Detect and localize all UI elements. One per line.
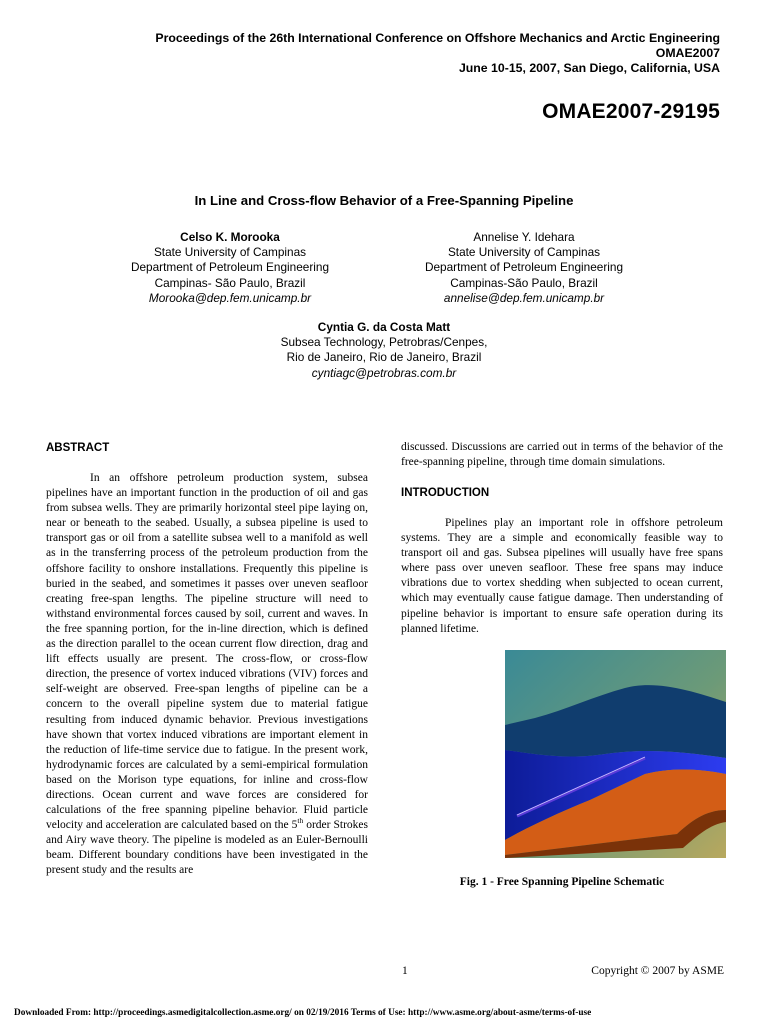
conference-date-location: June 10-15, 2007, San Diego, California, USA — [458, 61, 720, 75]
introduction-body: Pipelines play an important role in offshore petroleum systems. They are a simple and economically feasible way to transport oil and gas. Subsea pipelines will usually have free spans where pass over uneven seafloor. These free spans may induce vibrations due to vortex shedding when subjected to ocean current, which may eventually cause fatigue damage. Then understanding of pipeline behavior is important to ensure safe operation during its planned lifetime. — [401, 517, 723, 635]
pipeline-schematic-figure — [505, 650, 726, 858]
author-block-3 — [259, 320, 509, 381]
author-location: Campinas-São Paulo, Brazil — [450, 275, 598, 290]
download-footer: Downloaded From: http://proceedings.asmedigitalcollection.asme.org/ on 02/19/2016 Terms of Use: http://www.asme.org/about-asme/terms-of-use — [14, 1008, 592, 1018]
author-block-2 — [395, 230, 653, 306]
author-location: Rio de Janeiro, Rio de Janeiro, Brazil — [286, 350, 482, 365]
abstract-heading: ABSTRACT — [46, 442, 110, 454]
superscript-th: th — [297, 816, 304, 826]
author-affiliation: Subsea Technology, Petrobras/Cenpes, — [280, 335, 488, 350]
abstract-body — [46, 471, 368, 879]
author-name: Celso K. Morooka — [180, 230, 280, 244]
conference-code: OMAE2007 — [655, 46, 720, 60]
author-department: Department of Petroleum Engineering — [424, 260, 624, 275]
abstract-text-continued: order Strokes and Airy wave theory. The pipeline is modeled as an Euler-Bernoulli beam. Different boundary conditions have been investigated in the present study and the results are — [46, 819, 368, 877]
author-block-1 — [110, 230, 350, 306]
paper-title: In Line and Cross-flow Behavior of a Free-Spanning Pipeline — [194, 193, 574, 208]
page-number: 1 — [402, 965, 408, 977]
copyright-notice: Copyright © 2007 by ASME — [591, 965, 724, 977]
figure-caption: Fig. 1 - Free Spanning Pipeline Schematic — [459, 876, 665, 888]
proceedings-line: Proceedings of the 26th International Conference on Offshore Mechanics and Arctic Engineering — [155, 31, 720, 45]
conference-header — [155, 31, 720, 76]
author-name: Cyntia G. da Costa Matt — [317, 320, 451, 334]
author-email: annelise@dep.fem.unicamp.br — [443, 290, 605, 305]
paper-id: OMAE2007-29195 — [542, 100, 720, 123]
author-name: Annelise Y. Idehara — [473, 230, 575, 244]
abstract-text: In an offshore petroleum production system, subsea pipelines have an important function in the production of oil and gas from subsea wells. They are primarily horizontal steel pipe laying on, near or beneath to the seabed. Usually, a subsea pipeline is used to transport gas or oil from a satellite subsea well to a manifold as well as in the transferring process of the petroleum production from the offshore facility to onshore installations. Frequently this pipeline is buried in the seabed, and sometimes it passes over uneven seafloor creating free-span lengths. The pipeline structure will need to withstand environmental forces caused by soil, current and waves. In the free spanning portion, for the in-line direction, which is defined as the direction parallel to the ocean current flow direction, drag and lift effects usually are present. The cross-flow, or cross-flow direction, the presence of vortex induced vibrations (VIV) forces and self-weight are observed. Free-span lengths of pipeline can be a concern to the overall pipeline system due to material fatigue resulting from induced dynamic behavior. Previous investigations have shown that vortex induced vibrations are important element in the reduction of life-time service due to fatigue. In the present work, hydrodynamic forces are calculated by a semi-empirical formulation based on the Morison type equations, for inline and cross-flow directions. Ocean current and wave forces are considered for calculations of the free spanning pipeline behavior. Fluid particle velocity and acceleration are calculated based on the 5 — [46, 472, 368, 832]
author-email: Morooka@dep.fem.unicamp.br — [148, 290, 312, 305]
author-location: Campinas- São Paulo, Brazil — [154, 275, 306, 290]
author-affiliation: State University of Campinas — [153, 245, 307, 260]
abstract-continuation: discussed. Discussions are carried out in terms of the behavior of the free-spanning pipeline, through time domain simulations. — [401, 441, 723, 469]
author-department: Department of Petroleum Engineering — [130, 260, 330, 275]
author-email: cyntiagc@petrobras.com.br — [311, 365, 457, 380]
introduction-heading: INTRODUCTION — [401, 487, 490, 499]
author-affiliation: State University of Campinas — [447, 245, 601, 260]
